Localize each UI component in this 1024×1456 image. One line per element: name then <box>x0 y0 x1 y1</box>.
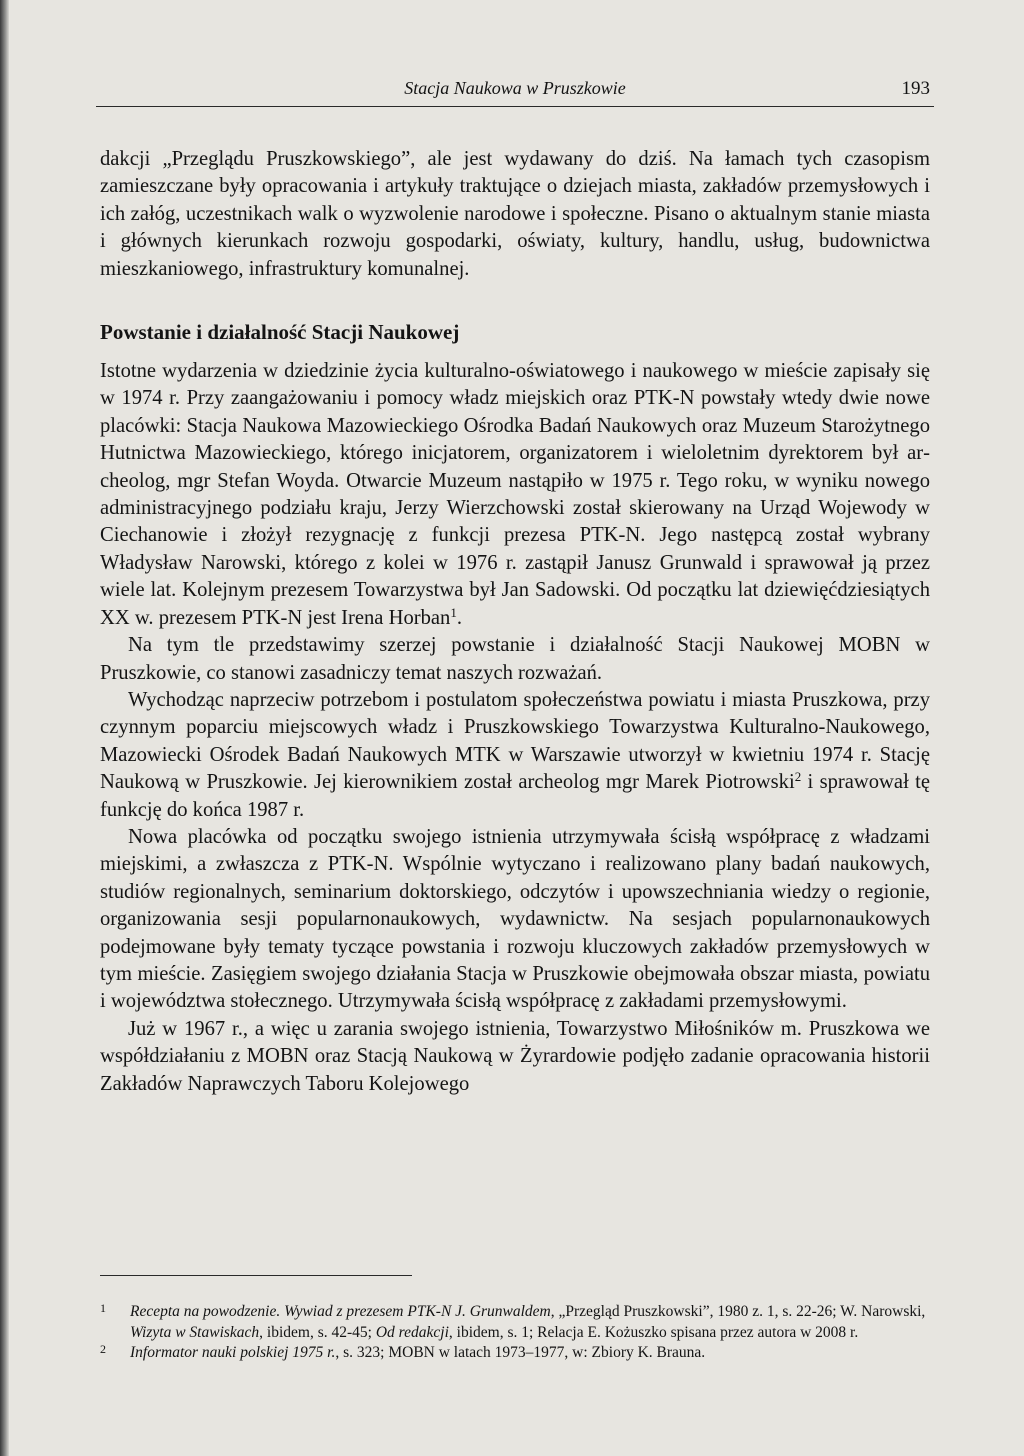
footnote-roman: , s. 323; MOBN w latach 1973–1977, w: Zbiory K. Brauna. <box>335 1344 706 1362</box>
footnote-italic: Recepta na powodzenie. Wywiad z prezesem PTK-N J. Grunwaldem <box>130 1303 551 1320</box>
footnote <box>100 1343 930 1364</box>
main-text <box>100 146 930 1098</box>
footnote-number: 2 <box>100 1342 106 1357</box>
footnote-reference: 2 <box>794 769 802 785</box>
footnote-italic: Wizyta w Stawiskach <box>130 1323 260 1341</box>
footnote-text <box>130 1303 925 1341</box>
footnote-separator <box>100 1275 412 1276</box>
footnote-italic: Od redakcji <box>375 1323 449 1341</box>
paragraph-text: Wychodząc naprzeciw potrzebom i postulatom społeczeństwa powiatu i miasta Pruszkowa, przy czynnym poparciu miejscowych władz i Pruszkowskiego Towarzystwa Kulturalno-Naukowego, Mazowiecki Ośrodek Badań Naukowych MTK w Warszawie utworzył w kwietniu 1974 r. Stację Naukową w Pruszkowie. Jej kierownikiem został archeolog mgr Marek Piotrowski <box>100 688 930 794</box>
section-heading: Powstanie i działalność Stacji Naukowej <box>100 320 460 345</box>
paragraph <box>100 687 930 824</box>
running-title: Stacja Naukowa w Pruszkowie <box>404 78 626 98</box>
footnote-text <box>130 1344 705 1361</box>
footnote-roman: , ibidem, s. 1; Relacja E. Kożuszko spisana przez autora w 2008 r. <box>448 1323 859 1341</box>
book-page <box>96 0 934 1456</box>
footnotes <box>100 1302 930 1364</box>
paragraph-continued: dakcji „Przeglądu Pruszkowskiego”, ale jest wydawany do dziś. Na łamach tych czasopism zamieszczane były opracowania i artykuły traktujące o dziejach miasta, zakładów przemysłowych i ich załóg, uczestnikach walk o wyzwolenie narodowe i społeczne. Pisano o aktualnym stanie miasta i głównych kierunkach rozwoju gospodarki, oświaty, kultury, handlu, usług, budownictwa mieszkaniowego, infrastruktury komunalnej. <box>100 148 930 280</box>
footnote <box>100 1302 930 1343</box>
footnote-reference: 1 <box>450 604 457 620</box>
paragraph-text: Istotne wydarzenia w dziedzinie życia kulturalno-oświatowego i naukowego w mieście zapisały się w 1974 r. Przy zaangażowaniu i pomocy władz miejskich oraz PTK-N powstały wtedy dwie nowe placówki: Stacja Naukowa Mazowieckiego Ośrodka Badań Naukowych oraz Muzeum Starożytnego Hutnictwa Mazowieckiego, którego inicjatorem, organizatorem i wieloletnim dyrektorem był archeolog, mgr Stefan Woyda. Otwarcie Muzeum nastąpiło w 1975 r. Tego roku, w wyniku nowego administracyjnego podziału kraju, Jerzy Wierzchowski został skierowany na Urząd Wojewody w Ciechanowie i złożył rezygnację z funkcji prezesa PTK-N. Jego następcą został wybrany Władysław Narowski, którego z kolei w 1976 r. zastąpił Janusz Grunwald i sprawował ją przez wiele lat. Kolejnym prezesem Towarzystwa był Jan Sadowski. Od początku lat dziewięćdziesiątych XX w. prezesem PTK-N jest Irena Horban <box>100 360 930 629</box>
paragraph <box>100 358 930 632</box>
book-spine-shadow <box>0 0 9 1456</box>
footnote-italic: Informator nauki polskiej 1975 r. <box>130 1344 336 1362</box>
paragraph-text-end: i sprawował tę funkcję do końca 1987 r. <box>100 771 930 821</box>
page-number: 193 <box>901 78 930 99</box>
footnote-roman: , ibidem, s. 42-45; <box>259 1323 376 1341</box>
running-header <box>96 76 934 107</box>
paragraph-text-end: . <box>456 606 463 629</box>
paragraph: Już w 1967 r., a więc u zarania swojego istnienia, Towarzystwo Miłośników m. Pruszkowa we współdziałaniu z MOBN oraz Stacją Naukową w Żyrardowie podjęło zadanie opracowania historii Zakładów Naprawczych Taboru Kolejowego <box>100 1017 930 1095</box>
footnote-roman: , „Przegląd Pruszkowski”, 1980 z. 1, s. 22-26; W. Narowski, <box>550 1303 926 1320</box>
paragraph: Nowa placówka od początku swojego istnienia utrzymywała ścisłą współpracę z władzami miejskimi, a zwłaszcza z PTK-N. Wspólnie wytyczano i realizowano plany badań naukowych, studiów regionalnych, seminarium doktorskiego, odczytów i upowszechniania wiedzy o regionie, organizowania sesji popularnonaukowych, wydawnictw. Na sesjach popularnonaukowych podejmowane były tematy tyczące powstania i rozwoju kluczowych zakładów przemysłowych w tym mieście. Zasięgiem swojego działania Stacja w Pruszkowie obejmowała obszar miasta, powiatu i województwa stołecznego. Utrzymywała ścisłą współpracę z zakładami przemysłowymi. <box>100 825 930 1013</box>
footnote-number: 1 <box>100 1301 106 1315</box>
paragraph: Na tym tle przedstawimy szerzej powstanie i działalność Stacji Naukowej MOBN w Pruszkowie, co stanowi zasadniczy temat naszych rozważań. <box>100 634 930 684</box>
